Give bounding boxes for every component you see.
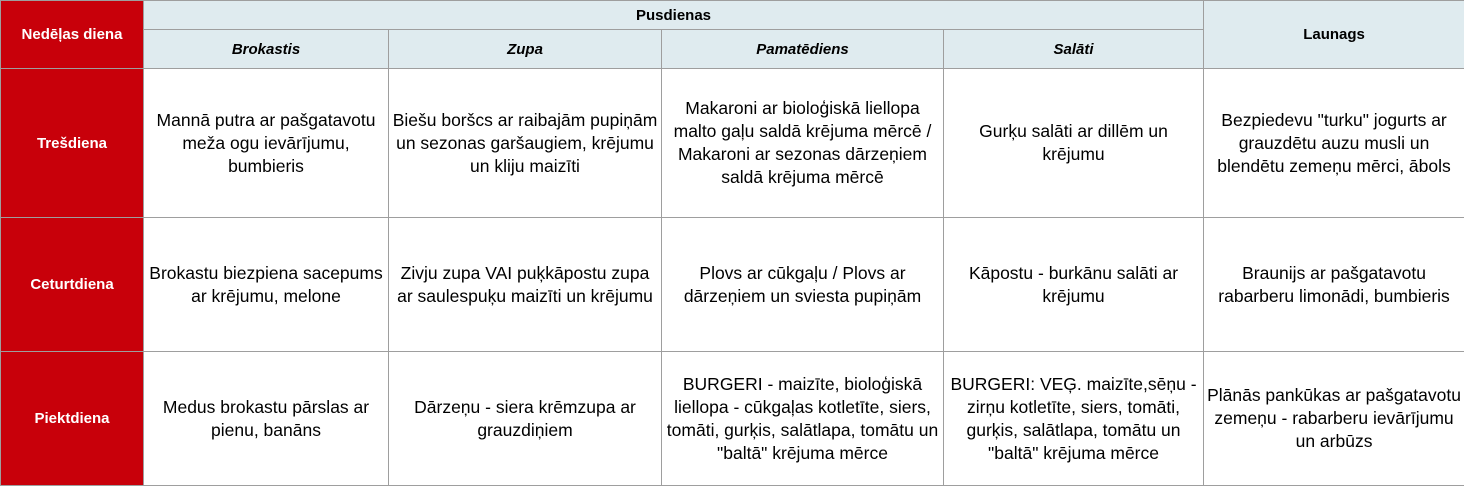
weekday-cell: Piektdiena [1, 352, 144, 486]
weekday-cell: Ceturtdiena [1, 218, 144, 352]
weekday-column-header: Nedēļas diena [1, 1, 144, 69]
snack-column-header: Launags [1204, 1, 1464, 69]
salad-cell: Gurķu salāti ar dillēm un krējumu [944, 69, 1204, 218]
breakfast-cell: Mannā putra ar pašgatavotu meža ogu ievārījumu, bumbieris [144, 69, 389, 218]
salad-cell: Kāpostu - burkānu salāti ar krējumu [944, 218, 1204, 352]
main-course-cell: Makaroni ar bioloģiskā liellopa malto gaļu saldā krējuma mērcē / Makaroni ar sezonas dārzeņiem saldā krējuma mērcē [662, 69, 944, 218]
breakfast-column-header: Brokastis [144, 30, 389, 69]
table-row [1, 69, 1464, 218]
snack-cell: Plānās pankūkas ar pašgatavotu zemeņu - rabarberu ievārījumu un arbūzs [1204, 352, 1464, 486]
table-row [1, 352, 1464, 486]
snack-cell: Bezpiedevu "turku" jogurts ar grauzdētu auzu musli un blendētu zemeņu mērci, ābols [1204, 69, 1464, 218]
soup-cell: Biešu boršcs ar raibajām pupiņām un sezonas garšaugiem, krējumu un kliju maizīti [389, 69, 662, 218]
salad-cell: BURGERI: VEĢ. maizīte,sēņu - zirņu kotletīte, siers, tomāti, gurķis, salātlapa, tomātu un "baltā" krējuma mērce [944, 352, 1204, 486]
main-course-column-header: Pamatēdiens [662, 30, 944, 69]
breakfast-cell: Brokastu biezpiena sacepums ar krējumu, melone [144, 218, 389, 352]
lunch-group-header: Pusdienas [144, 1, 1204, 30]
snack-cell: Braunijs ar pašgatavotu rabarberu limonādi, bumbieris [1204, 218, 1464, 352]
soup-cell: Zivju zupa VAI puķkāpostu zupa ar saulespuķu maizīti un krējumu [389, 218, 662, 352]
weekday-cell: Trešdiena [1, 69, 144, 218]
main-course-cell: BURGERI - maizīte, bioloģiskā liellopa - cūkgaļas kotletīte, siers, tomāti, gurķis, salātlapa, tomātu un "baltā" krējuma mērce [662, 352, 944, 486]
breakfast-cell: Medus brokastu pārslas ar pienu, banāns [144, 352, 389, 486]
salad-column-header: Salāti [944, 30, 1204, 69]
table-row [1, 218, 1464, 352]
soup-cell: Dārzeņu - siera krēmzupa ar grauzdiņiem [389, 352, 662, 486]
main-course-cell: Plovs ar cūkgaļu / Plovs ar dārzeņiem un sviesta pupiņām [662, 218, 944, 352]
soup-column-header: Zupa [389, 30, 662, 69]
